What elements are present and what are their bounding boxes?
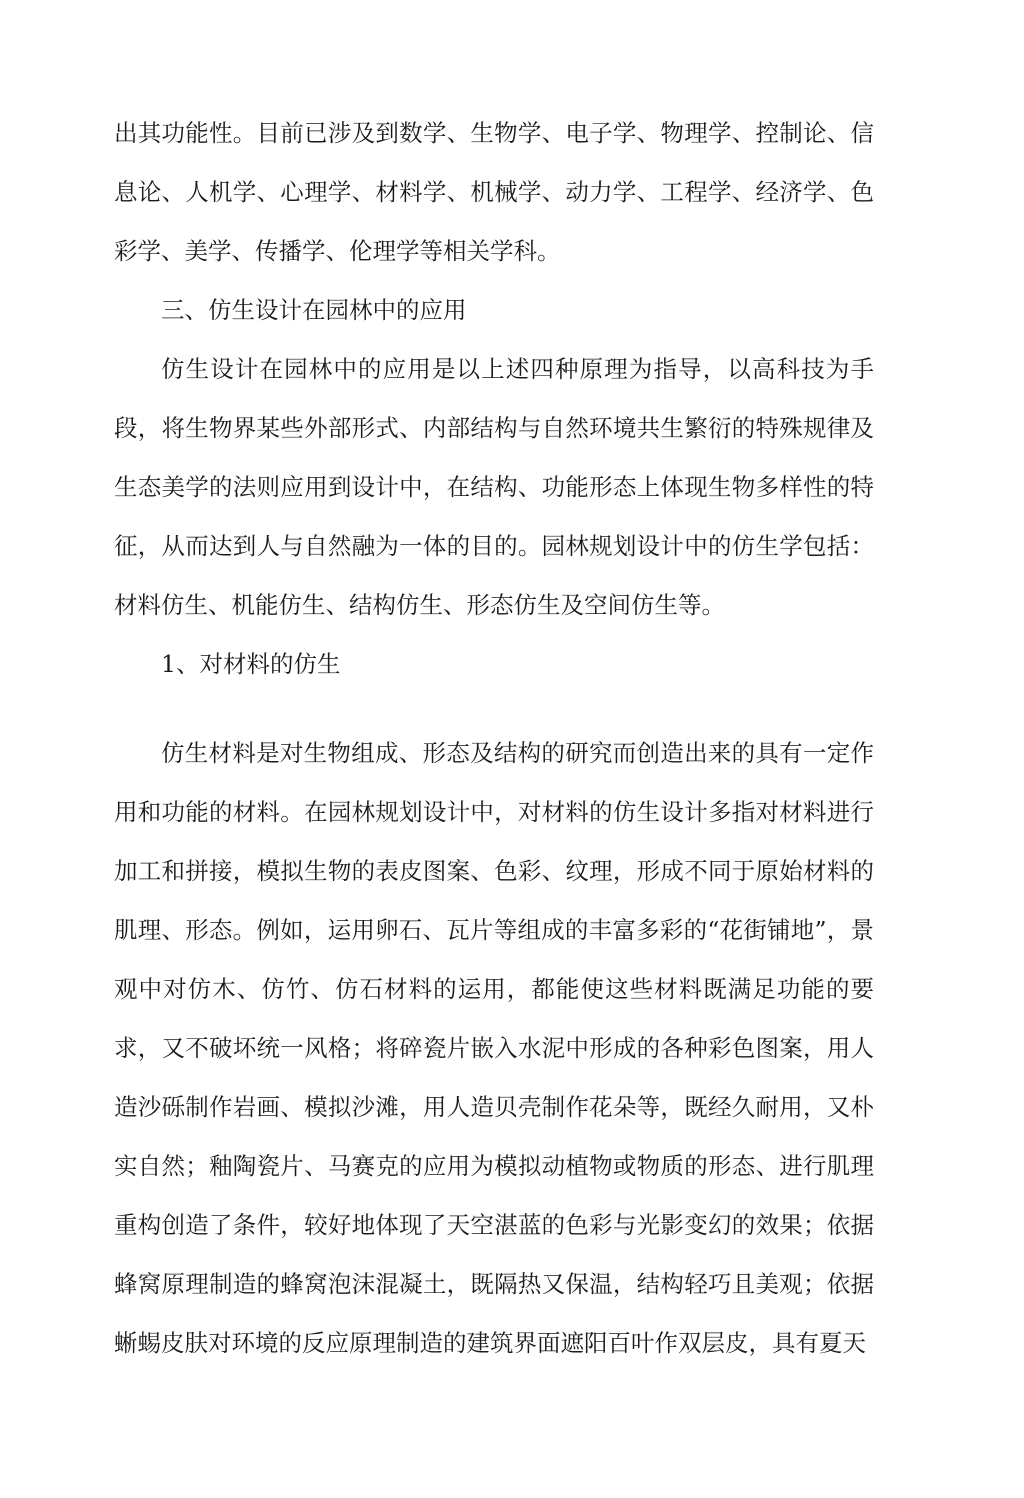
section-heading: 三、仿生设计在园林中的应用 (161, 296, 467, 324)
subsection-heading: 1、对材料的仿生 (161, 650, 341, 678)
paragraph-continuation: 出其功能性。目前已涉及到数学、生物学、电子学、物理学、控制论、信息论、人机学、心理学、材料学、机械学、动力学、工程学、经济学、色彩学、美学、传播学、伦理学等相关学科。 (114, 119, 874, 265)
document-body (114, 104, 874, 1373)
paragraph: 仿生材料是对生物组成、形态及结构的研究而创造出来的具有一定作用和功能的材料。在园林规划设计中，对材料的仿生设计多指对材料进行加工和拼接，模拟生物的表皮图案、色彩、纹理，形成不同于原始材料的肌理、形态。例如，运用卵石、瓦片等组成的丰富多彩的“花街铺地”，景观中对仿木、仿竹、仿石材料的运用，都能使这些材料既满足功能的要求，又不破坏统一风格；将碎瓷片嵌入水泥中形成的各种彩色图案，用人造沙砾制作岩画、模拟沙滩，用人造贝壳制作花朵等，既经久耐用，又朴实自然；釉陶瓷片、马赛克的应用为模拟动植物或物质的形态、进行肌理重构创造了条件，较好地体现了天空湛蓝的色彩与光影变幻的效果；依据蜂窝原理制造的蜂窝泡沫混凝土，既隔热又保温，结构轻巧且美观；依据蜥蜴皮肤对环境的反应原理制造的建筑界面遮阳百叶作双层皮，具有夏天 (114, 739, 874, 1357)
paragraph: 仿生设计在园林中的应用是以上述四种原理为指导，以高科技为手段，将生物界某些外部形式、内部结构与自然环境共生繁衍的特殊规律及生态美学的法则应用到设计中，在结构、功能形态上体现生物多样性的特征，从而达到人与自然融为一体的目的。园林规划设计中的仿生学包括：材料仿生、机能仿生、结构仿生、形态仿生及空间仿生等。 (114, 355, 874, 619)
